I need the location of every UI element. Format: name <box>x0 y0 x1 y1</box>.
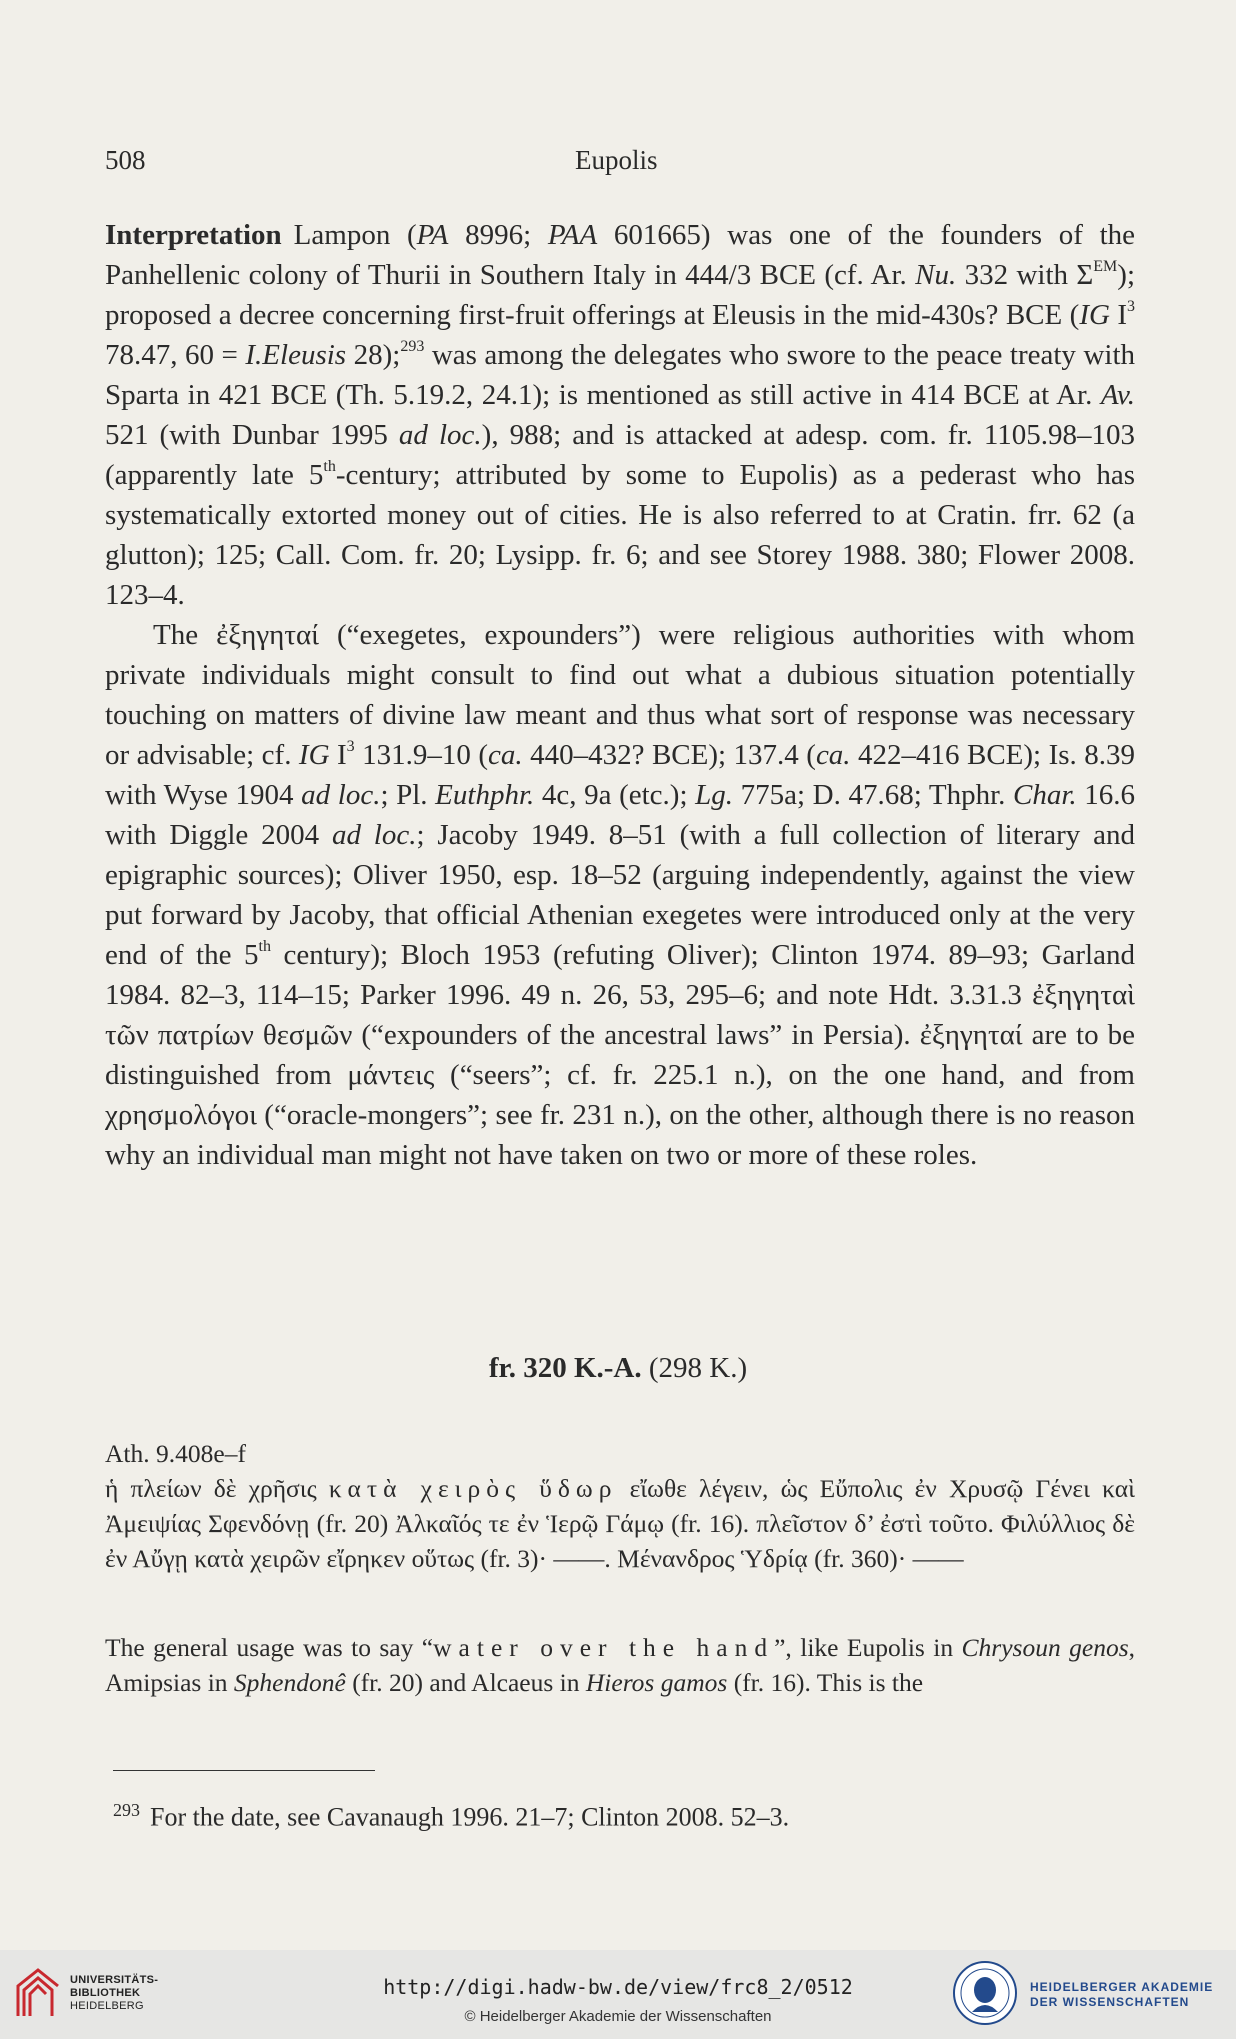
text-run: was among the delegates who swore to the peace treaty with Sparta in 421 BCE (Th. 5.19.2, 24.1); is mentioned as still active in 414 BCE at Ar. <box>105 339 1136 411</box>
text-run: εἴωθε λέγειν, ὡς Εὔπολις ἐν Χρυσῷ Γένει καὶ Ἀμειψίας Σφενδόνῃ (fr. 20) Ἀλκαῖός τε ἐν Ἱερῷ Γάμῳ (fr. 16). πλεῖστον δ’ ἐστὶ τοῦτο. Φιλύλλιος δὲ ἐν Αὔγῃ κατὰ χειρῶν εἴρηκεν οὕτως (fr. 3)· ——. Μένανδρος Ὑδρίᾳ (fr. 360)· —— <box>105 1474 1136 1573</box>
text-run: (fr. 20) and Alcaeus in <box>345 1668 586 1697</box>
text-run-spaced: κατὰ χειρὸς ὕδωρ <box>328 1474 618 1503</box>
text-run: ); proposed a decree concerning first-fruit offerings at Eleusis in the mid-430s? BCE ( <box>105 259 1135 331</box>
greek-text <box>105 1471 1135 1576</box>
running-title: Eupolis <box>575 145 658 175</box>
footnote-text: For the date, see Cavanaugh 1996. 21–7; Clinton 2008. 52–3. <box>150 1802 790 1832</box>
permalink-url[interactable]: http://digi.hadw-bw.de/view/frc8_2/0512 <box>383 1975 853 1999</box>
text-run: 8996; <box>448 219 548 251</box>
footnote-rule <box>113 1770 375 1771</box>
text-run: 440–432? BCE); 137.4 ( <box>522 739 816 771</box>
copyright-notice: © Heidelberger Akademie der Wissenschaften <box>464 2008 772 2025</box>
text-run: ), 988; and is attacked at adesp. com. fr. 1105.98–103 (apparently late 5 <box>105 419 1135 491</box>
text-run: The ἐξηγηταί (“exegetes, expounders”) were religious authorities with whom private individuals might consult to find out what a dubious situation potentially touching on matters of divine law meant and thus what sort of response was necessary or advisable; cf. <box>105 619 1135 771</box>
text-run-italic: ad loc. <box>331 819 417 851</box>
text-run-italic: Lg. <box>695 779 734 811</box>
page-header <box>105 145 1135 185</box>
text-run-italic: Hieros gamos <box>585 1668 728 1697</box>
text-run: 422–416 BCE); Is. 8.39 with Wyse 1904 <box>105 739 1135 811</box>
footnote-293 <box>113 1792 1113 1836</box>
text-run: Lampon ( <box>293 219 417 251</box>
text-run: 16.6 with Diggle 2004 <box>105 779 1136 851</box>
text-run-italic: PA <box>416 219 449 251</box>
ub-line-1: UNIVERSITÄTS- <box>70 1974 159 1986</box>
text-run-italic: IG <box>298 739 330 771</box>
text-run-italic: Sphendonê <box>233 1668 346 1697</box>
text-run: ; Jacoby 1949. 8–51 (with a full collection of literary and epigraphic sources); Oliver 1950, esp. 18–52 (arguing independently, against the view put forward by Jacoby, that official Athenian exegetes were introduced only at the very end of the 5 <box>105 819 1136 971</box>
interpretation-paragraph-1 <box>105 215 1135 615</box>
fragment-number: fr. 320 K.-A. <box>488 1352 642 1384</box>
text-run-spaced: water over the hand <box>433 1633 775 1662</box>
text-run: 28); <box>346 339 401 371</box>
fragment-alt-number: (298 K.) <box>641 1352 748 1384</box>
text-run-italic: ad loc. <box>398 419 482 451</box>
text-run: 775a; D. 47.68; Thphr. <box>733 779 1013 811</box>
text-run-italic: I.Eleusis <box>245 339 347 371</box>
footer-bar <box>0 1950 1236 2039</box>
text-run: ”, like Eupolis in <box>774 1633 962 1662</box>
text-run-italic: IG <box>1079 299 1110 331</box>
text-run: , Amipsias in <box>105 1633 1136 1697</box>
text-run-italic: Av. <box>1100 379 1135 411</box>
text-run: ἡ πλείων δὲ χρῆσις <box>105 1474 329 1503</box>
text-run: century); Bloch 1953 (refuting Oliver); Clinton 1974. 89–93; Garland 1984. 82–3, 114–15; Parker 1996. 49 n. 26, 53, 295–6; and note Hdt. 3.31.3 ἐξηγηταὶ τῶν πατρίων θεσμῶν (“expounders of the ancestral laws” in Persia). ἐξηγηταί are to be distinguished from μάντεις (“seers”; cf. fr. 225.1 n.), on the one hand, and from χρησμολόγοι (“oracle-mongers”; see fr. 231 n.), on the other, although there is no reason why an individual man might not have taken on two or more of these roles. <box>105 939 1135 1171</box>
fragment-heading <box>0 1352 1236 1385</box>
interpretation-paragraph-2 <box>105 615 1135 1175</box>
text-run: 131.9–10 ( <box>354 739 489 771</box>
interpretation-label: Interpretation <box>105 219 282 251</box>
source-reference: Ath. 9.408e–f <box>105 1439 246 1468</box>
text-run: ; Pl. <box>380 779 436 811</box>
text-run-italic: PAA <box>547 219 598 251</box>
text-run-italic: Chrysoun genos <box>961 1633 1129 1662</box>
source-text <box>105 1436 1135 1576</box>
text-run: 521 (with Dunbar 1995 <box>105 419 399 451</box>
text-run-italic: Euthphr. <box>435 779 535 811</box>
interpretation-section <box>105 215 1135 1175</box>
text-run: I <box>1109 299 1127 331</box>
translation <box>105 1630 1135 1700</box>
superscript: 3 <box>1127 298 1135 316</box>
superscript: th <box>323 458 336 476</box>
page-number: 508 <box>105 145 146 175</box>
academy-line-1: HEIDELBERGER AKADEMIE <box>1030 1980 1214 1994</box>
translation-text <box>105 1630 1135 1700</box>
footnote-marker[interactable]: 293 <box>400 338 425 356</box>
superscript: th <box>258 938 271 956</box>
text-run: 332 with Σ <box>956 259 1094 291</box>
superscript: 3 <box>346 738 355 756</box>
academy-line-2: DER WISSENSCHAFTEN <box>1030 1995 1190 2009</box>
academy-name <box>1030 1980 1213 2010</box>
text-run-italic: ca. <box>488 739 523 771</box>
academy-seal-icon <box>952 1960 1018 2026</box>
text-run-italic: ad loc. <box>301 779 381 811</box>
text-run: -century; attributed by some to Eupolis) as a pederast who has systematically extorted money out of cities. He is also referred to at Cratin. frr. 62 (a glutton); 125; Call. Com. fr. 20; Lysipp. fr. 6; and see Storey 1988. 380; Flower 2008. 123–4. <box>105 459 1136 611</box>
text-run-italic: ca. <box>815 739 851 771</box>
text-run: (fr. 16). This is the <box>727 1668 924 1697</box>
text-run: 601665) was one of the founders of the Panhellenic colony of Thurii in Southern Italy in 444/3 BCE (cf. Ar. <box>105 219 1135 291</box>
ub-line-3: HEIDELBERG <box>70 2000 144 2012</box>
ub-line-2: BIBLIOTHEK <box>70 1987 141 1999</box>
text-run-italic: Nu. <box>915 259 957 291</box>
superscript: EM <box>1093 258 1118 276</box>
text-run-italic: Char. <box>1012 779 1077 811</box>
text-run: The general usage was to say “ <box>105 1633 434 1662</box>
text-run: 4c, 9a (etc.); <box>534 779 696 811</box>
text-run: I <box>329 739 347 771</box>
footnote-number: 293 <box>113 1800 140 1820</box>
text-run: 78.47, 60 = <box>105 339 246 371</box>
